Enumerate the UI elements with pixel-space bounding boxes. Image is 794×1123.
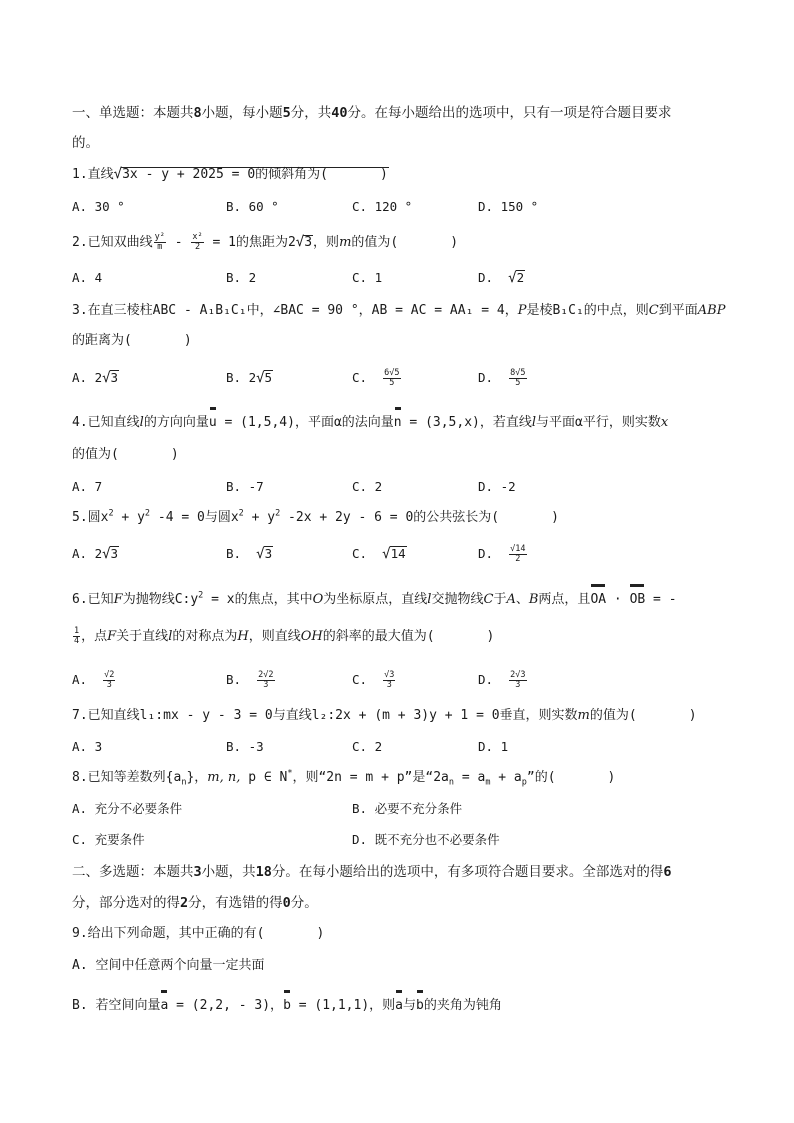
question-8: 8.已知等差数列$\{a_n\}$，m, n, p ∈ N*，则“2n = m + p”是“$2a_n = a_m + a_p$”的( ) bbox=[72, 768, 616, 788]
q6-option-a: A. $\frac{√2}{3}$ bbox=[72, 670, 115, 690]
vector-ob: OB bbox=[630, 590, 646, 610]
question-6: 6.已知F为抛物线$C:y^2 = x$的焦点，其中O为坐标原点，直线l交抛物线C于A、B两点，且OA · OB = - bbox=[72, 590, 677, 610]
q5-option-a: A. 2√3 bbox=[72, 546, 119, 562]
vector-oa: OA bbox=[590, 590, 606, 610]
q9-option-b: B. 若空间向量a = (2,2, - 3)，b = (1,1,1)，则a与b的夹角为钝角 bbox=[72, 996, 502, 1016]
q4-option-a: A. 7 bbox=[72, 479, 103, 494]
q4-option-c: C. 2 bbox=[352, 479, 383, 494]
vector-n: n bbox=[394, 413, 402, 433]
q8-option-a: A. 充分不必要条件 bbox=[72, 801, 183, 816]
question-1: 1.直线√3x - y + 2025 = 0的倾斜角为( ) bbox=[72, 166, 388, 182]
vector-u: u bbox=[209, 413, 217, 433]
q4-option-d: D. -2 bbox=[478, 479, 516, 494]
question-3-line2: 的距离为( ) bbox=[72, 333, 192, 348]
q8-option-d: D. 既不充分也不必要条件 bbox=[352, 832, 500, 847]
q2-frac-x2-2: $\frac{\text{x²}}{2}$ bbox=[192, 232, 203, 252]
q2-option-a: A. 4 bbox=[72, 270, 103, 285]
section2-header-line2: 分，部分选对的得2分，有选错的得0分。 bbox=[72, 895, 318, 911]
section2-header: 二、多选题：本题共3小题，共18分。在每小题给出的选项中，有多项符合题目要求。全部选对的得6 bbox=[72, 864, 672, 880]
q5-option-c: C. √14 bbox=[352, 546, 406, 562]
question-4-line2: 的值为( ) bbox=[72, 447, 179, 462]
q6-option-d: D. $\frac{2√3}{3}$ bbox=[478, 670, 526, 690]
q3-option-a: A. 2√3 bbox=[72, 370, 119, 386]
q2-option-b: B. 2 bbox=[226, 270, 257, 285]
question-5: 5.圆$x^2 + y^2$ -4 = 0与圆$x^2 + y^2$ -2x + 2y - 6 = 0的公共弦长为( ) bbox=[72, 508, 559, 525]
question-4: 4.已知直线l的方向向量u = (1,5,4)，平面α的法向量n = (3,5,x)，若直线l与平面α平行，则实数x bbox=[72, 413, 668, 433]
vector-b-ref: b bbox=[416, 996, 424, 1016]
vector-b: b bbox=[283, 996, 291, 1016]
vector-a-ref: a bbox=[395, 996, 403, 1016]
q1-option-b: B. 60 ° bbox=[226, 199, 279, 214]
q9-option-a: A. 空间中任意两个向量一定共面 bbox=[72, 958, 265, 973]
q6-option-c: C. $\frac{√3}{3}$ bbox=[352, 670, 395, 690]
q7-option-c: C. 2 bbox=[352, 739, 383, 754]
section1-header-line2: 的。 bbox=[72, 135, 99, 151]
q8-option-c: C. 充要条件 bbox=[72, 832, 145, 847]
q6-option-b: B. $\frac{2√2}{3}$ bbox=[226, 670, 274, 690]
q1-option-c: C. 120 ° bbox=[352, 199, 413, 214]
q5-option-d: D. $\frac{√14}{2}$ bbox=[478, 544, 526, 564]
q5-option-b: B. √3 bbox=[226, 546, 273, 562]
q2-frac-y2-m: $\frac{\text{y²}}{m}$ bbox=[154, 232, 165, 252]
question-2: 2.已知双曲线 $\frac{\text{y²}}{m}$ - $\frac{\text{x²}}{2}$ = 1的焦距为2√3，则m的值为( ) bbox=[72, 232, 459, 252]
q8-option-b: B. 必要不充分条件 bbox=[352, 801, 463, 816]
question-3: 3.在直三棱柱ABC - A₁B₁C₁中，∠BAC = 90 °，AB = AC = AA₁ = 4，P是棱B₁C₁的中点，则C到平面ABP bbox=[72, 303, 726, 318]
section1-header: 一、单选题：本题共8小题，每小题5分，共40分。在每小题给出的选项中，只有一项是符合题目要求 bbox=[72, 105, 672, 121]
q2-option-c: C. 1 bbox=[352, 270, 383, 285]
question-9: 9.给出下列命题，其中正确的有( ) bbox=[72, 926, 325, 941]
q3-option-c: C. $\frac{6√5}{5}$ bbox=[352, 368, 400, 388]
question-7: 7.已知直线l₁:mx - y - 3 = 0与直线l₂:2x + (m + 3)y + 1 = 0垂直，则实数m的值为( ) bbox=[72, 708, 697, 723]
q1-option-a: A. 30 ° bbox=[72, 199, 125, 214]
q4-option-b: B. -7 bbox=[226, 479, 264, 494]
q2-option-d: D. √2 bbox=[478, 270, 525, 286]
vector-a: a bbox=[160, 996, 168, 1016]
q3-option-b: B. 2√5 bbox=[226, 370, 273, 386]
question-6-line2: $\frac{1}{4}$ ，点F关于直线l的对称点为H，则直线OH的斜率的最大值为( ) bbox=[74, 626, 495, 646]
q7-option-d: D. 1 bbox=[478, 739, 509, 754]
q1-option-d: D. 150 ° bbox=[478, 199, 539, 214]
q7-option-a: A. 3 bbox=[72, 739, 103, 754]
q3-option-d: D. $\frac{8√5}{5}$ bbox=[478, 368, 526, 388]
q7-option-b: B. -3 bbox=[226, 739, 264, 754]
